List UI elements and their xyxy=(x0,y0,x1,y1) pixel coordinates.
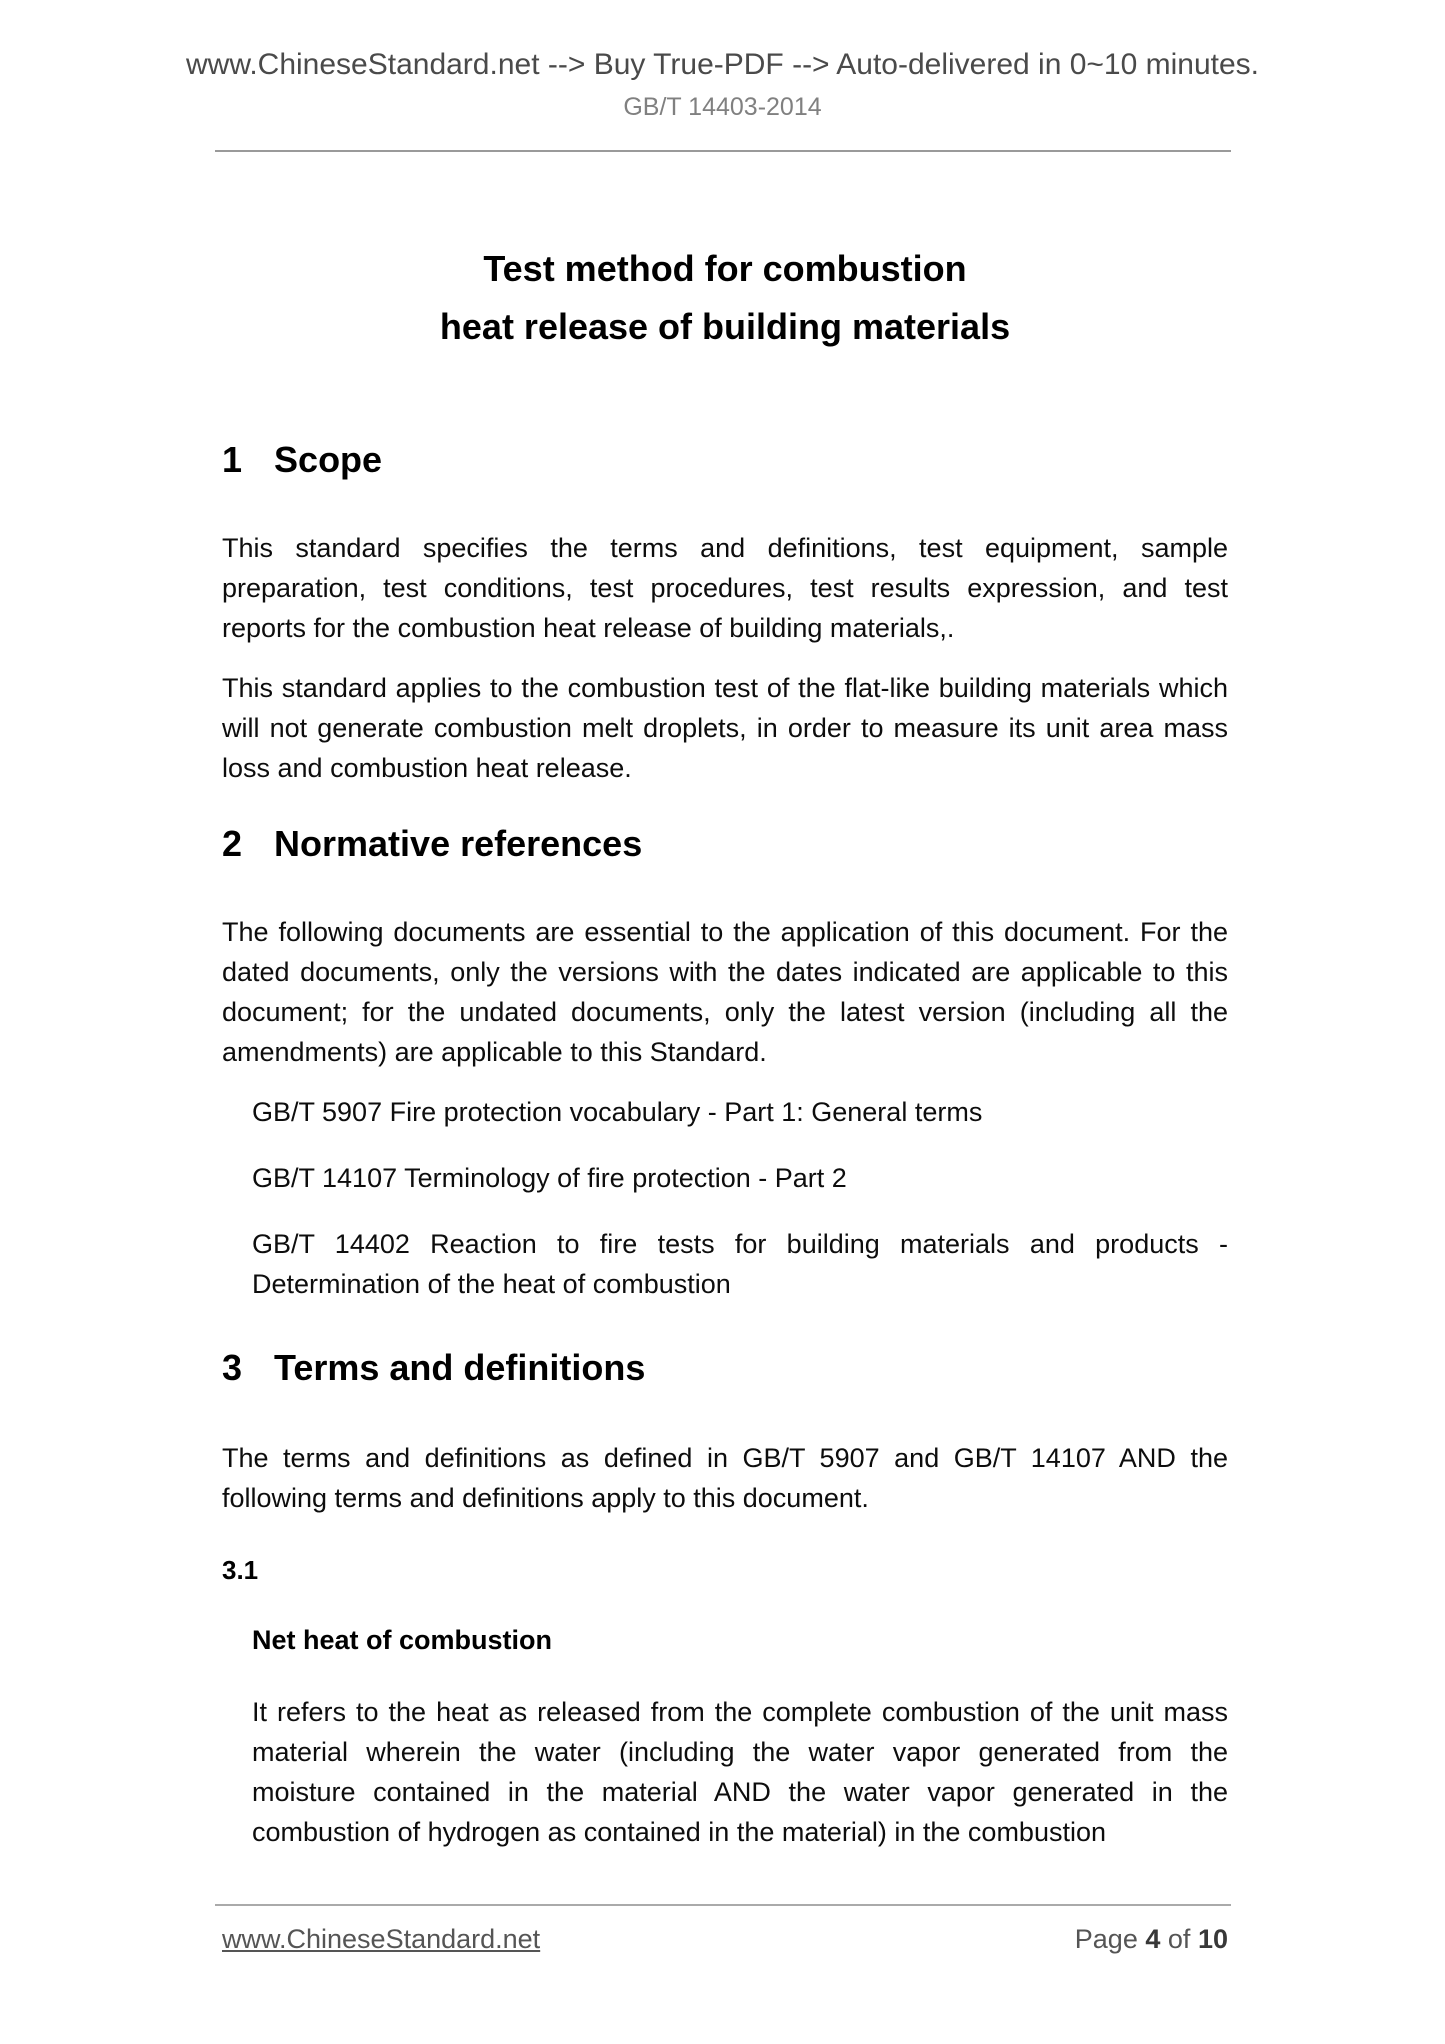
standard-code: GB/T 14403-2014 xyxy=(623,93,822,121)
page-indicator xyxy=(1075,1924,1228,1955)
total-pages: 10 xyxy=(1197,1924,1228,1954)
paragraph: The terms and definitions as defined in GB/T 5907 and GB/T 14107 AND the following terms and definitions apply to this document. xyxy=(222,1443,1228,1513)
page-number: 4 xyxy=(1145,1924,1161,1954)
section-heading-label: Terms and definitions xyxy=(274,1347,646,1388)
page-title xyxy=(222,240,1228,356)
header-banner: www.ChineseStandard.net --> Buy True-PDF --> Auto-delivered in 0~10 minutes. xyxy=(185,48,1260,81)
section-heading-label: Normative references xyxy=(274,823,643,864)
page-title-line-2: heat release of building materials xyxy=(439,306,1011,347)
term-name: Net heat of combustion xyxy=(252,1625,553,1655)
footer-site-link[interactable]: www.ChineseStandard.net xyxy=(222,1924,541,1954)
section-heading-normative-references xyxy=(222,822,1228,866)
paragraph: This standard applies to the combustion test of the flat-like building materials which will not generate combustion melt droplets, in order to measure its unit area mass loss and combustion heat release. xyxy=(222,673,1228,783)
term-number: 3.1 xyxy=(222,1555,259,1585)
paragraph: The following documents are essential to the application of this document. For the dated documents, only the versions with the dates indicated are applicable to this document; for the undated documents, only the latest version (including all the amendments) are applicable to this Standard. xyxy=(222,917,1228,1067)
section-heading-terms-definitions xyxy=(222,1346,1228,1390)
page-title-line-1: Test method for combustion xyxy=(483,248,967,289)
section-number: 2 xyxy=(222,823,243,864)
term-definition: It refers to the heat as released from the complete combustion of the unit mass material wherein the water (including the water vapor generated from the moisture contained in the material AND the water vapor generated in the combustion of hydrogen as contained in the material) in the combustion xyxy=(252,1697,1228,1847)
section-heading-label: Scope xyxy=(274,439,383,480)
reference-item: GB/T 14402 Reaction to fire tests for building materials and products - Determination of the heat of combustion xyxy=(252,1229,1228,1299)
page-word: Page xyxy=(1074,1924,1138,1954)
section-heading-scope xyxy=(222,438,1228,482)
section-number: 1 xyxy=(222,439,243,480)
footer xyxy=(222,1924,1228,1955)
footer-divider xyxy=(215,1904,1231,1906)
document-body xyxy=(222,240,1228,1852)
reference-item: GB/T 5907 Fire protection vocabulary - Part 1: General terms xyxy=(252,1097,983,1127)
of-word: of xyxy=(1167,1924,1191,1954)
section-number: 3 xyxy=(222,1347,243,1388)
paragraph: This standard specifies the terms and definitions, test equipment, sample preparation, test conditions, test procedures, test results expression, and test reports for the combustion heat release of building materials,. xyxy=(222,533,1228,643)
reference-item: GB/T 14107 Terminology of fire protection - Part 2 xyxy=(252,1163,847,1193)
header-divider xyxy=(215,150,1231,152)
